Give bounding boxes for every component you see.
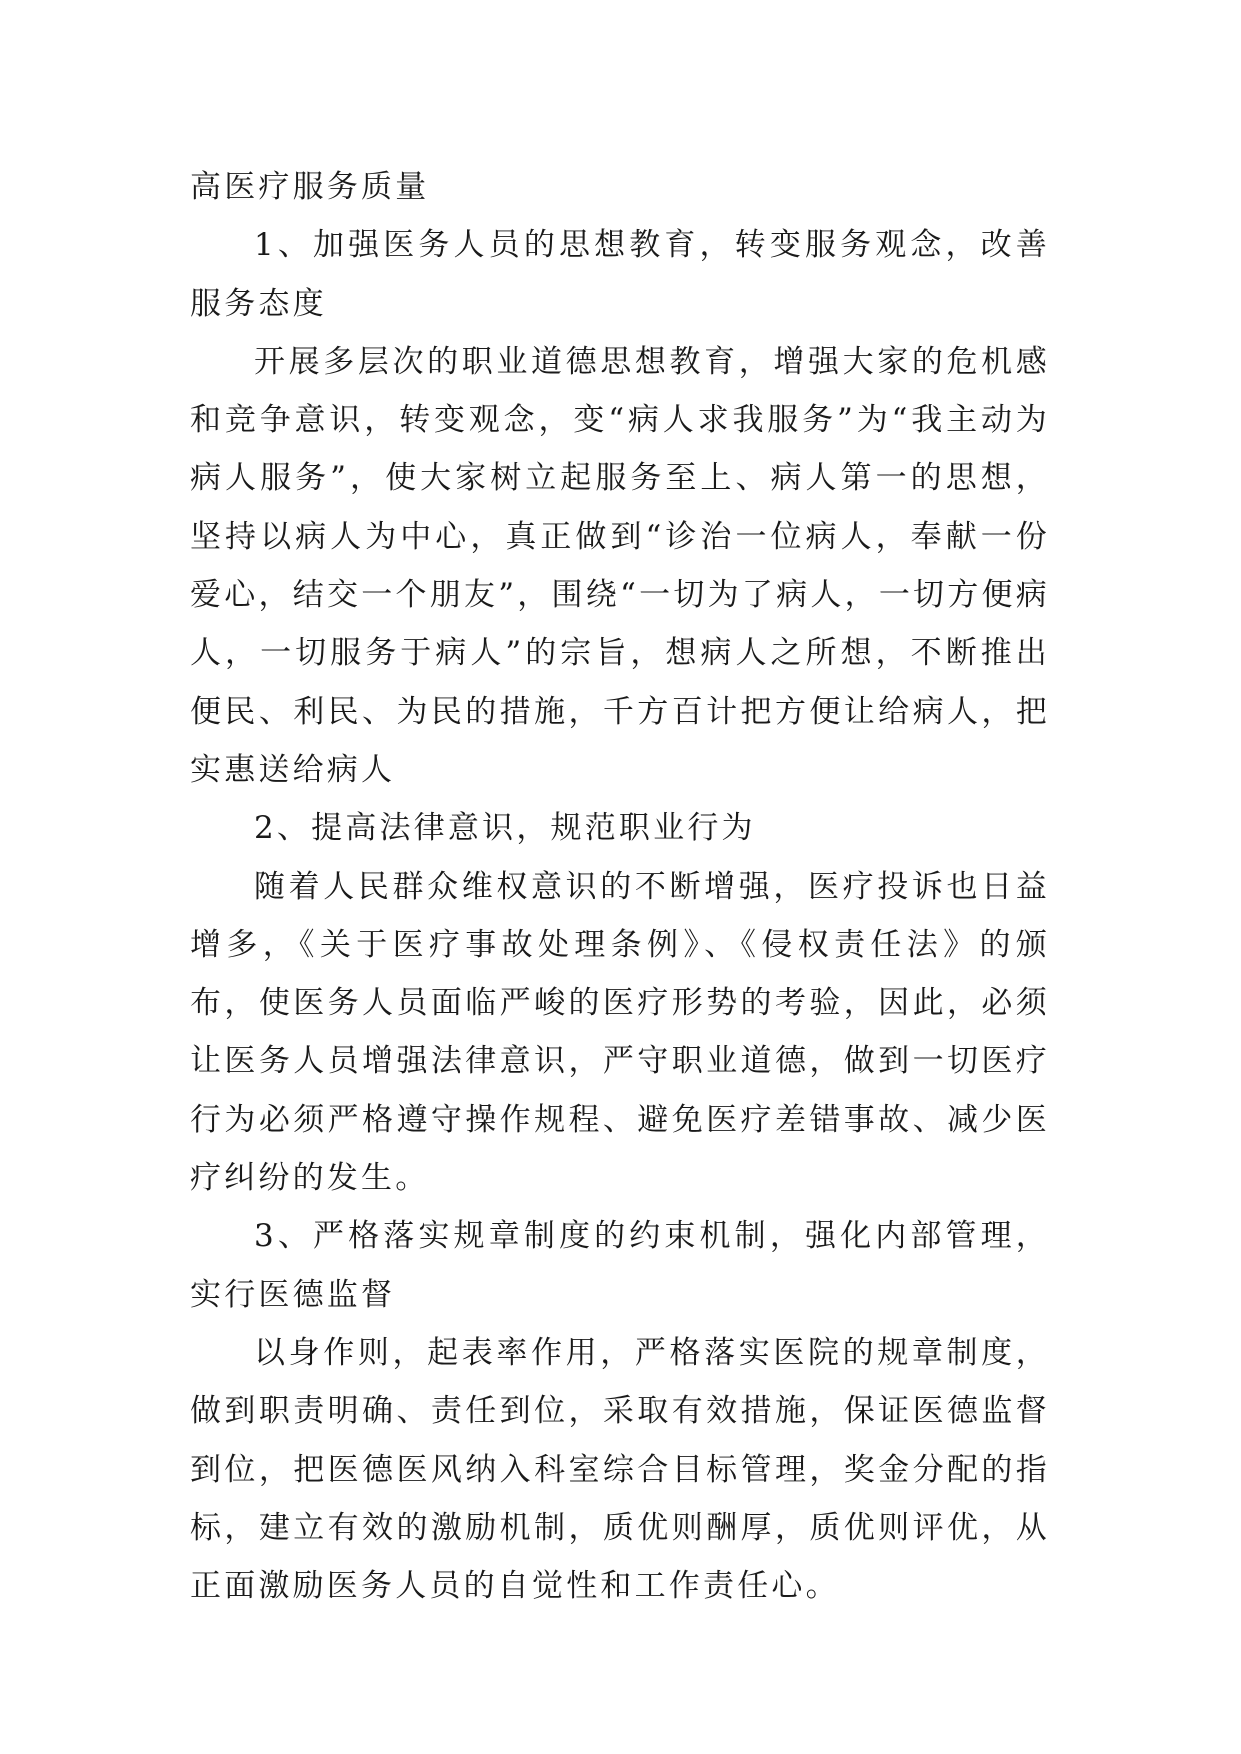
section-heading-2: 2、提高法律意识，规范职业行为 — [254, 810, 756, 847]
paragraph-legal-awareness: 随着人民群众维权意识的不断增强，医疗投诉也日益增多，《关于医疗事故处理条例》、《侵权责任法》的颁布，使医务人员面临严峻的医疗形势的考验，因此，必须让医务人员增强法律意识，严守职业道德，做到一切医疗行为必须严格遵守操作规程、避免医疗差错事故、减少医疗纠纷的发生。 — [190, 868, 1050, 1197]
section-heading-1: 1、加强医务人员的思想教育，转变服务观念，改善服务态度 — [190, 227, 1050, 322]
paragraph-service-attitude: 开展多层次的职业道德思想教育，增强大家的危机感和竞争意识，转变观念，变“病人求我服务”为“我主动为病人服务”，使大家树立起服务至上、病人第一的思想，坚持以病人为中心，真正做到“诊治一位病人，奉献一份爱心，结交一个朋友”，围绕“一切为了病人，一切方便病人，一切服务于病人”的宗旨，想病人之所想，不断推出便民、利民、为民的措施，千方百计把方便让给病人，把实惠送给病人 — [190, 343, 1050, 788]
paragraph-continuation: 高医疗服务质量 — [190, 169, 430, 205]
paragraph-supervision: 以身作则，起表率作用，严格落实医院的规章制度，做到职责明确、责任到位，采取有效措施，保证医德监督到位，把医德医风纳入科室综合目标管理，奖金分配的指标，建立有效的激励机制，质优则酬厚，质优则评优，从正面激励医务人员的自觉性和工作责任心。 — [190, 1334, 1050, 1605]
section-heading-3: 3、严格落实规章制度的约束机制，强化内部管理，实行医德监督 — [190, 1218, 1050, 1313]
document-page — [190, 158, 1050, 1615]
